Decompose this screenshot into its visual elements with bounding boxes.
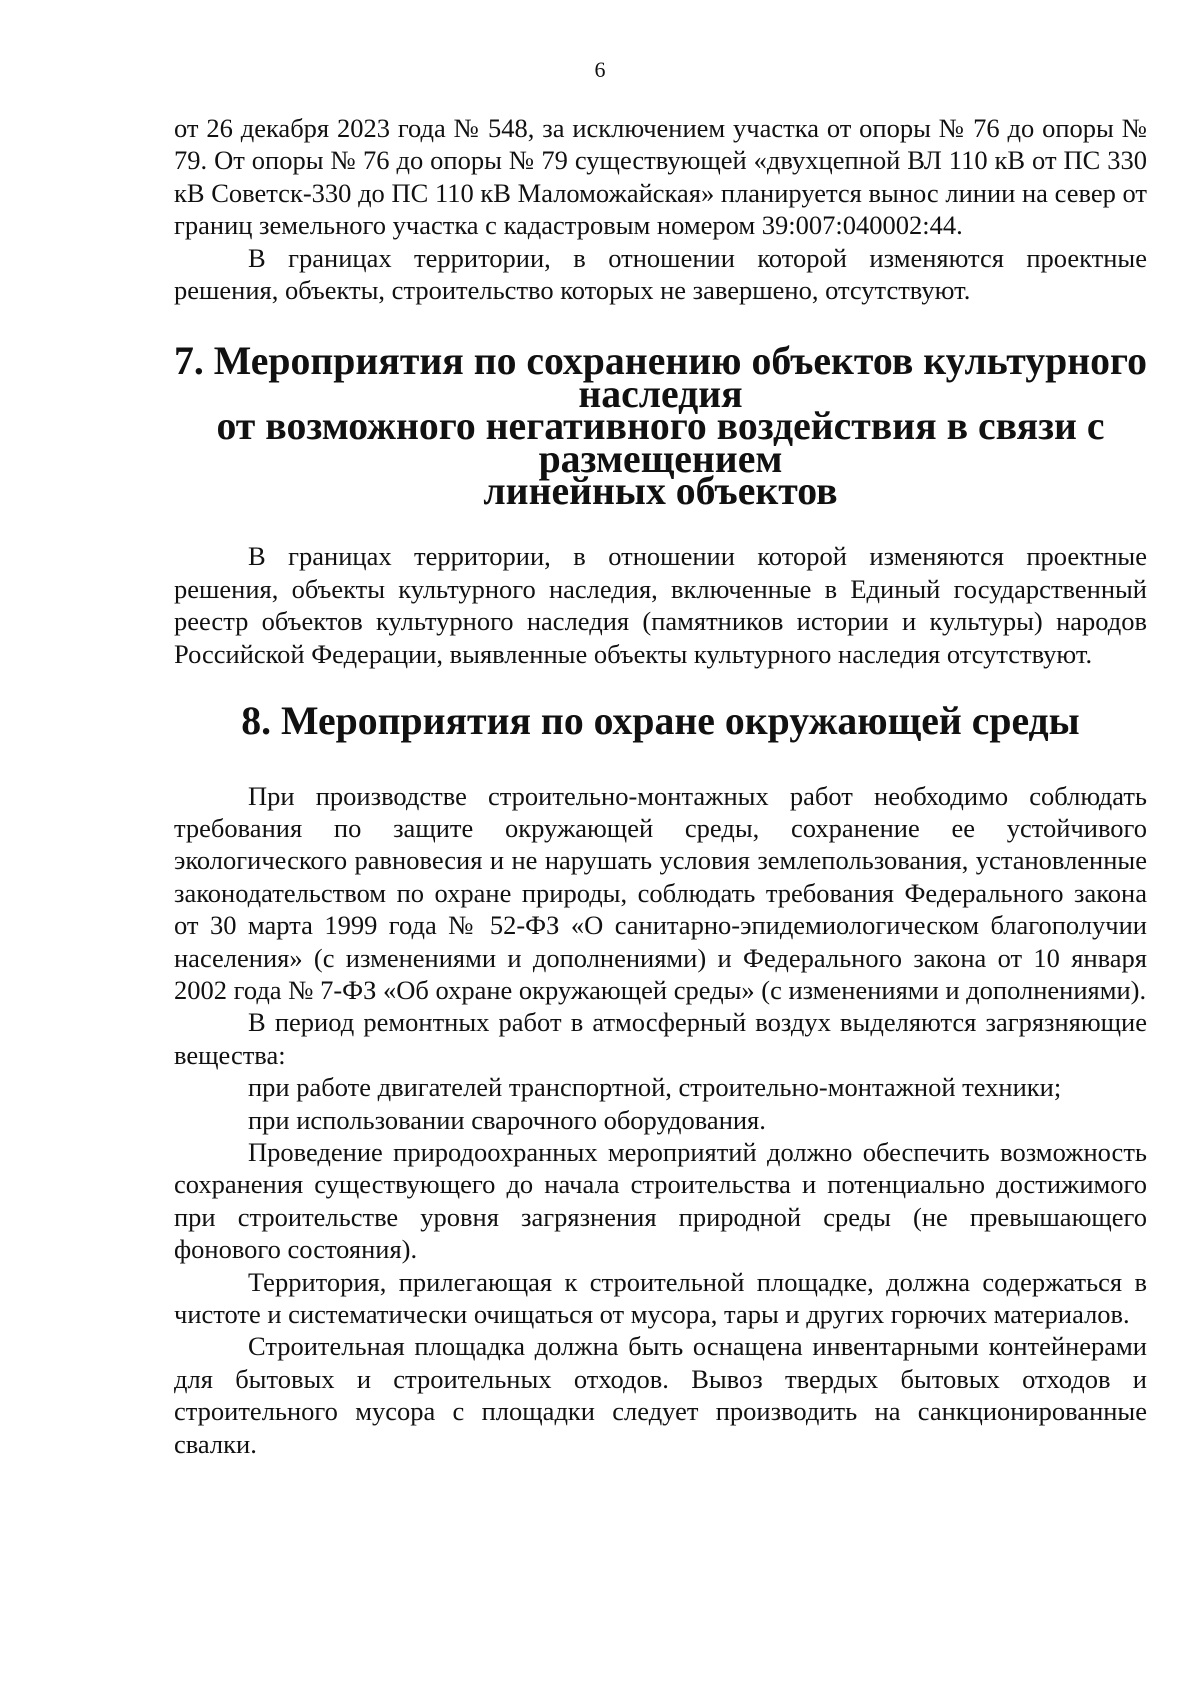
paragraph-environment-requirements: При производстве строительно-монтажных работ необходимо соблюдать требования по защите окружающей среды, сохранение ее устойчивого экологического равновесия и не нарушать условия землепользования, установленные законодательством по охране природы, соблюдать требования Федерального закона от 30 марта 1999 года № 52-ФЗ «О санитарно-эпидемиологическом благополучии населения» (с изменениями и дополнениями) и Федерального закона от 10 января 2002 года № 7-ФЗ «Об охране окружающей среды» (с изменениями и дополнениями). xyxy=(174,780,1147,1005)
paragraph-waste-containers: Строительная площадка должна быть оснащена инвентарными контейнерами для бытовых и строительных отходов. Вывоз твердых бытовых отходов и строительного мусора с площадки следует производить на санкционированные свалки. xyxy=(174,1331,1147,1459)
section-8-heading: 8. Мероприятия по охране окружающей среды xyxy=(241,699,1080,744)
section-7-heading-line-2: от возможного негативного воздействия в связи с размещением xyxy=(216,404,1105,481)
paragraph-cultural-heritage: В границах территории, в отношении которой изменяются проектные решения, объекты культурного наследия, включенные в Единый государственный реестр объектов культурного наследия (памятников истории и культуры) народов Российской Федерации, выявленные объекты культурного наследия отсутствуют. xyxy=(174,541,1147,669)
paragraph-environmental-measures: Проведение природоохранных мероприятий должно обеспечить возможность сохранения существующего до начала строительства и потенциально достижимого при строительстве уровня загрязнения природной среды (не превышающего фонового состояния). xyxy=(174,1136,1147,1265)
page-number: 6 xyxy=(594,57,606,82)
paragraph-power-line-relocation: от 26 декабря 2023 года № 548, за исключением участка от опоры № 76 до опоры № 79. От опоры № 76 до опоры № 79 существующей «двухцепной ВЛ 110 кВ от ПС 330 кВ Советск-330 до ПС 110 кВ Маломожайская» планируется вынос линии на север от границ земельного участка с кадастровым номером 39:007:040002:44. xyxy=(174,113,1147,241)
document-body xyxy=(174,112,1147,1460)
section-7-heading-line-3: линейных объектов xyxy=(483,469,838,514)
section-7-heading xyxy=(174,339,1147,514)
list-item-welding: при использовании сварочного оборудования. xyxy=(248,1104,766,1135)
section-7-heading-line-1: 7. Мероприятия по сохранению объектов культурного наследия xyxy=(174,339,1147,416)
paragraph-air-pollutants: В период ремонтных работ в атмосферный воздух выделяются загрязняющие вещества: xyxy=(174,1007,1147,1070)
paragraph-unfinished-objects: В границах территории, в отношении которой изменяются проектные решения, объекты, строительство которых не завершено, отсутствуют. xyxy=(174,242,1147,306)
list-item-engines: при работе двигателей транспортной, строительно-монтажной техники; xyxy=(248,1072,1062,1103)
paragraph-site-cleanliness: Территория, прилегающая к строительной площадке, должна содержаться в чистоте и систематически очищаться от мусора, тары и других горючих материалов. xyxy=(174,1266,1147,1329)
